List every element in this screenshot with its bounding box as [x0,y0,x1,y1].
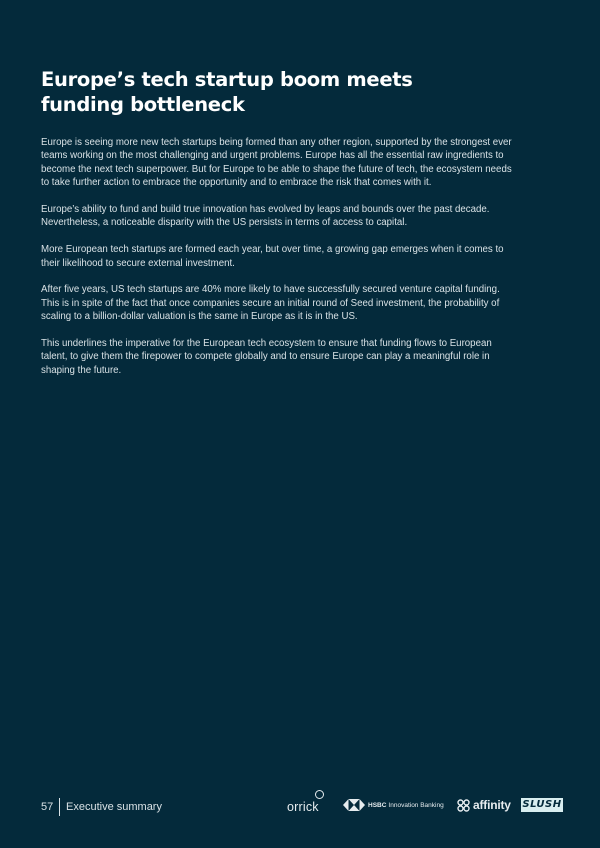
orrick-logo [287,790,327,818]
page-footer [0,790,600,820]
body-text [41,136,513,391]
paragraph-4: After five years, US tech startups are 40% more likely to have successfully secured venture capital funding. This is in spite of the fact that once companies secure an initial round of Seed investment, the probability of scaling to a billion-dollar valuation is the same in Europe as it is in the US. [41,284,500,323]
paragraph-2: Europe’s ability to fund and build true innovation has evolved by leaps and bounds over the past decade. Nevertheless, a noticeable disparity with the US persists in terms of access to capital. [41,204,490,229]
footer-divider [59,798,60,816]
orrick-wordmark: orrick [287,800,319,814]
affinity-logo [457,798,511,812]
orrick-ring-icon [315,790,324,799]
page-number: 57 [41,801,54,813]
paragraph-5: This underlines the imperative for the European tech ecosystem to ensure that funding flows to European talent, to give them the firepower to compete globally and to ensure Europe can play a meaningful role in shaping the future. [41,338,492,376]
page-title: Europe’s tech startup boom meets funding bottleneck [41,68,413,116]
slush-logo: SLUSH [522,799,562,810]
affinity-knot-icon [457,799,470,812]
section-label: Executive summary [66,801,162,813]
affinity-wordmark: affinity [473,798,511,812]
hsbc-wordmark: HSBC [368,801,387,809]
paragraph-1: Europe is seeing more new tech startups being formed than any other region, supported by the strongest ever teams working on the most challenging and urgent problems. Europe has all the essential raw ingredients to become the next tech superpower. But for Europe to be able to shape the future of tech, the ecosystem needs to take further action to embrace the opportunity and to embrace the risk that comes with it. [41,137,512,189]
hsbc-hexagon-icon [343,799,365,811]
hsbc-subtitle: Innovation Banking [388,801,444,809]
hsbc-logo [343,799,444,811]
paragraph-3: More European tech startups are formed each year, but over time, a growing gap emerges when it comes to their likelihood to secure external investment. [41,244,504,269]
